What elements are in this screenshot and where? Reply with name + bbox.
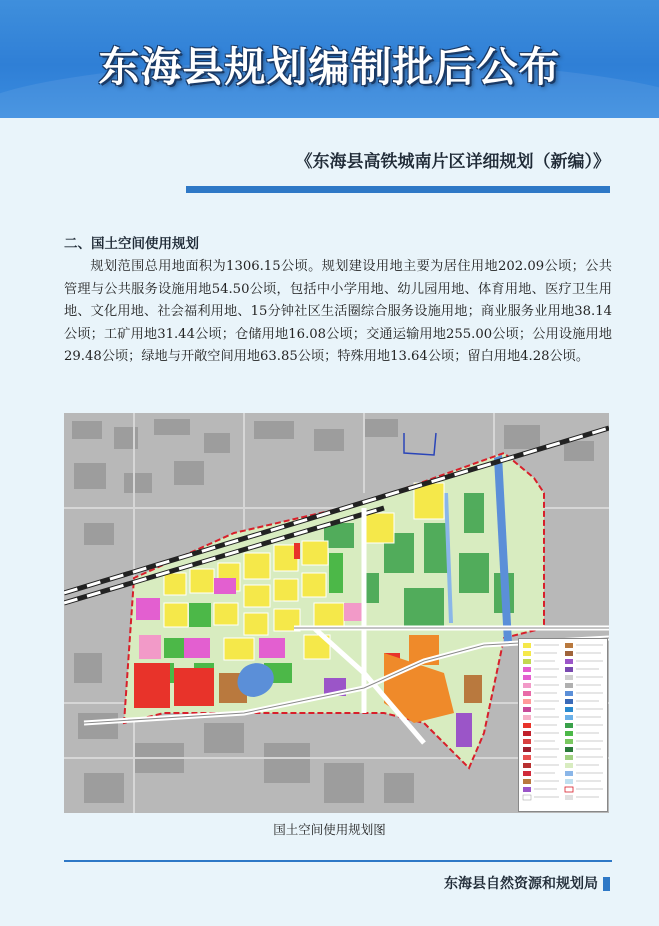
map-legend	[518, 638, 608, 812]
issuing-organization: 东海县自然资源和规划局	[444, 876, 598, 892]
plan-subtitle: 《东海县高铁城南片区详细规划（新编）》	[295, 152, 610, 172]
footer-divider	[64, 860, 612, 862]
section-paragraph: 规划范围总用地面积为1306.15公顷。规划建设用地主要为居住用地202.09公顷；公共管理与公共服务设施用地54.50公顷，包括中小学用地、幼儿园用地、体育用地、医疗卫生用地、文化用地、社会福利用地、15分钟社区生活圈综合服务设施用地；商业服务业用地38.14公顷；工矿用地31.44公顷；仓储用地16.08公顷；交通运输用地255.00公顷；公用设施用地29.48公顷；绿地与开敞空间用地63.85公顷；特殊用地13.64公顷；留白用地4.28公顷。	[64, 259, 612, 365]
map-legend-swatches	[519, 639, 607, 811]
section-heading: 二、国土空间使用规划	[64, 236, 199, 252]
map-caption: 国土空间使用规划图	[273, 822, 386, 837]
subtitle-divider	[186, 186, 610, 193]
header-banner	[0, 0, 659, 118]
footer-accent-mark	[603, 877, 610, 891]
land-use-plan-map	[64, 413, 609, 813]
banner-title: 东海县规划编制批后公布	[98, 43, 561, 91]
